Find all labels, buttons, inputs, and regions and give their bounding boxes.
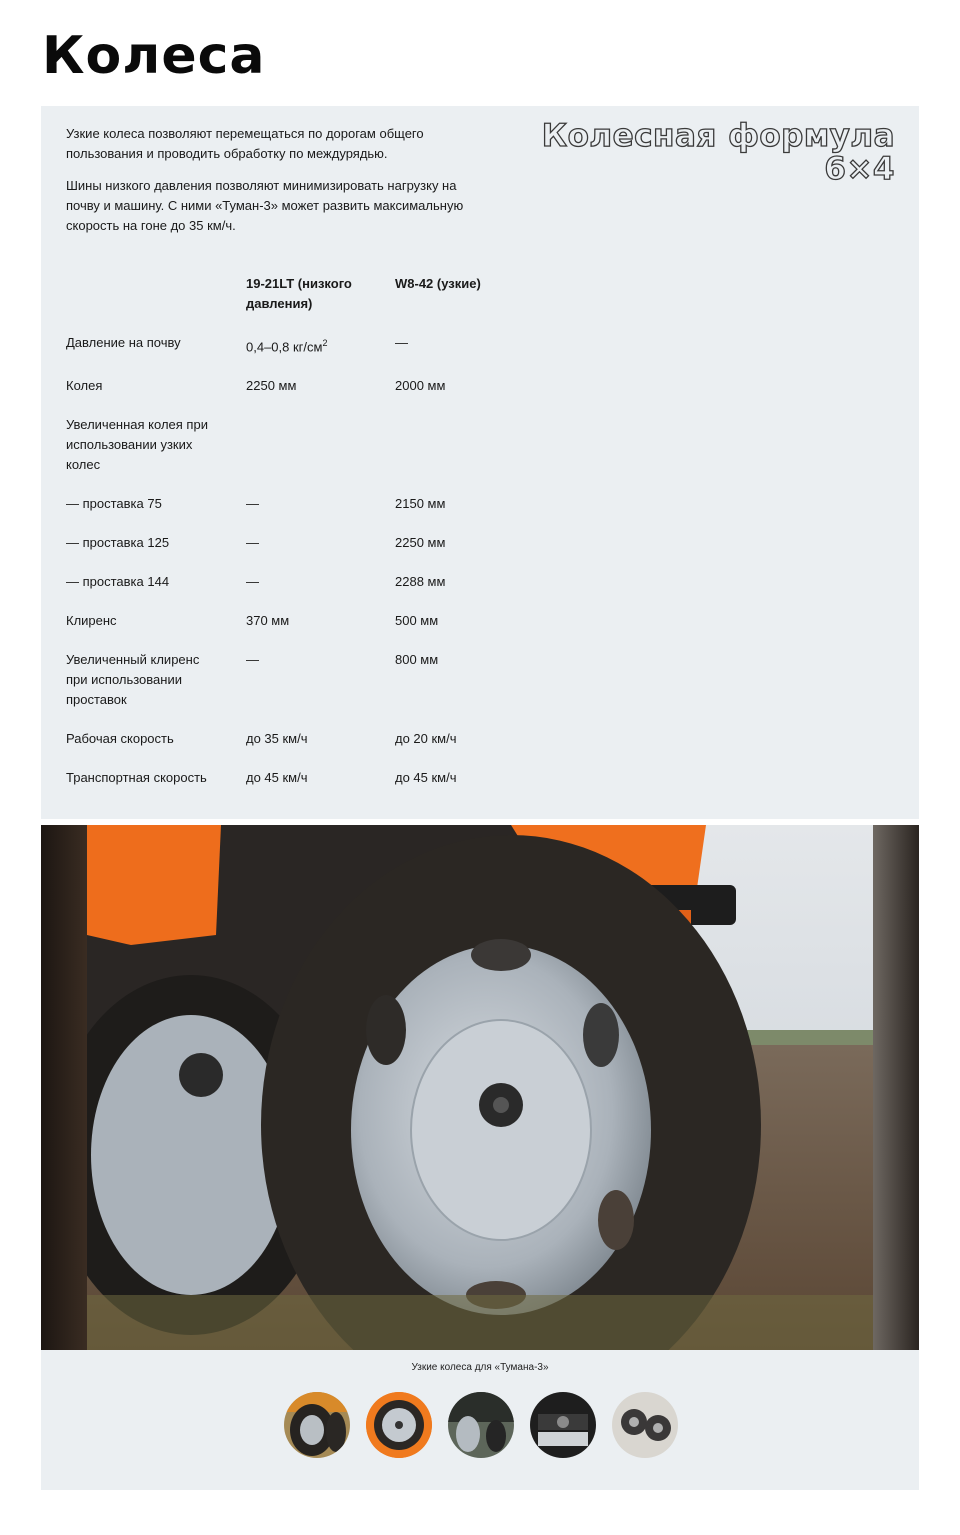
row-value-narrow: 2000 мм (395, 378, 446, 394)
table-row (66, 729, 525, 768)
row-value-narrow: 2250 мм (395, 535, 446, 551)
row-label: — проставка 125 (66, 535, 170, 551)
row-value-narrow: 2150 мм (395, 496, 446, 512)
table-row (66, 494, 525, 533)
row-value-low-pressure: — (246, 574, 259, 590)
table-row (66, 650, 525, 729)
thumbnail-4[interactable] (530, 1392, 596, 1458)
row-value-low-pressure: 2250 мм (246, 378, 297, 394)
table-header-empty (66, 274, 246, 333)
row-label: Увеличенная колея при использовании узких колес (66, 417, 208, 473)
row-value-low-pressure: 370 мм (246, 613, 290, 629)
table-row (66, 415, 525, 494)
row-value-low-pressure: — (246, 652, 259, 668)
intro-paragraph-2: Шины низкого давления позволяют минимизировать нагрузку на почву и машину. С ними «Туман-3» может развить максимальную скорость на гоне до 35 км/ч. (66, 178, 464, 233)
row-label: — проставка 144 (66, 574, 170, 590)
row-value-narrow: до 20 км/ч (395, 731, 457, 747)
intro-text (66, 124, 471, 236)
thumbnail-3[interactable] (448, 1392, 514, 1458)
gallery-caption: Узкие колеса для «Тумана-3» (411, 1362, 549, 1373)
wheel-thumbnail-icon (284, 1392, 350, 1458)
row-value-low-pressure (246, 415, 395, 494)
row-value-narrow: 2288 мм (395, 574, 446, 590)
row-label: Колея (66, 378, 103, 394)
wheel-thumbnail-icon (612, 1392, 678, 1458)
thumbnail-1[interactable] (284, 1392, 350, 1458)
row-value-narrow: 500 мм (395, 613, 439, 629)
thumbnail-5[interactable] (612, 1392, 678, 1458)
row-label: Клиренс (66, 613, 117, 629)
gallery-main-photo (41, 825, 919, 1350)
table-row (66, 533, 525, 572)
unit-superscript: 2 (322, 338, 328, 348)
row-label: — проставка 75 (66, 496, 162, 512)
row-value-low-pressure: до 45 км/ч (246, 770, 308, 786)
intro-paragraph-1: Узкие колеса позволяют перемещаться по дорогам общего пользования и проводить обработку по междурядью. (66, 126, 424, 161)
thumbnail-2-active[interactable] (366, 1392, 432, 1458)
row-value-low-pressure: — (246, 535, 259, 551)
row-value-low-pressure: — (246, 496, 259, 512)
wheel-formula-label: Колесная формула (541, 118, 895, 154)
gallery-thumbnails (41, 1350, 919, 1490)
wheel-thumbnail-icon (448, 1392, 514, 1458)
wheel-specs-table (66, 274, 525, 807)
tractor-wheel-photo (41, 825, 919, 1350)
row-value-narrow (395, 415, 525, 494)
wheel-thumbnail-icon (366, 1392, 432, 1458)
thumbnail-strip (284, 1392, 678, 1458)
table-header-row (66, 274, 525, 333)
table-row (66, 572, 525, 611)
table-row (66, 611, 525, 650)
row-value-low-pressure (246, 333, 395, 376)
table-header-low-pressure: 19-21LT (низкого давления) (246, 276, 352, 311)
table-row (66, 333, 525, 376)
table-header-narrow: W8-42 (узкие) (395, 276, 481, 291)
cell-text: 0,4–0,8 кг/см (246, 339, 323, 355)
table-row (66, 768, 525, 807)
page-title: Колеса (42, 26, 266, 86)
table-row (66, 376, 525, 415)
row-label: Транспортная скорость (66, 770, 207, 786)
row-value-low-pressure: до 35 км/ч (246, 731, 308, 747)
wheel-formula-value: 6×4 (824, 151, 895, 187)
wheels-info-panel (41, 106, 919, 819)
row-value-narrow: — (395, 335, 408, 350)
row-label: Увеличенный клиренс при использовании проставок (66, 652, 200, 708)
wheel-thumbnail-icon (530, 1392, 596, 1458)
wheel-formula-heading (542, 120, 895, 186)
row-label: Давление на почву (66, 335, 181, 350)
row-value-narrow: до 45 км/ч (395, 770, 457, 786)
row-value-narrow: 800 мм (395, 652, 439, 668)
row-label: Рабочая скорость (66, 731, 174, 747)
